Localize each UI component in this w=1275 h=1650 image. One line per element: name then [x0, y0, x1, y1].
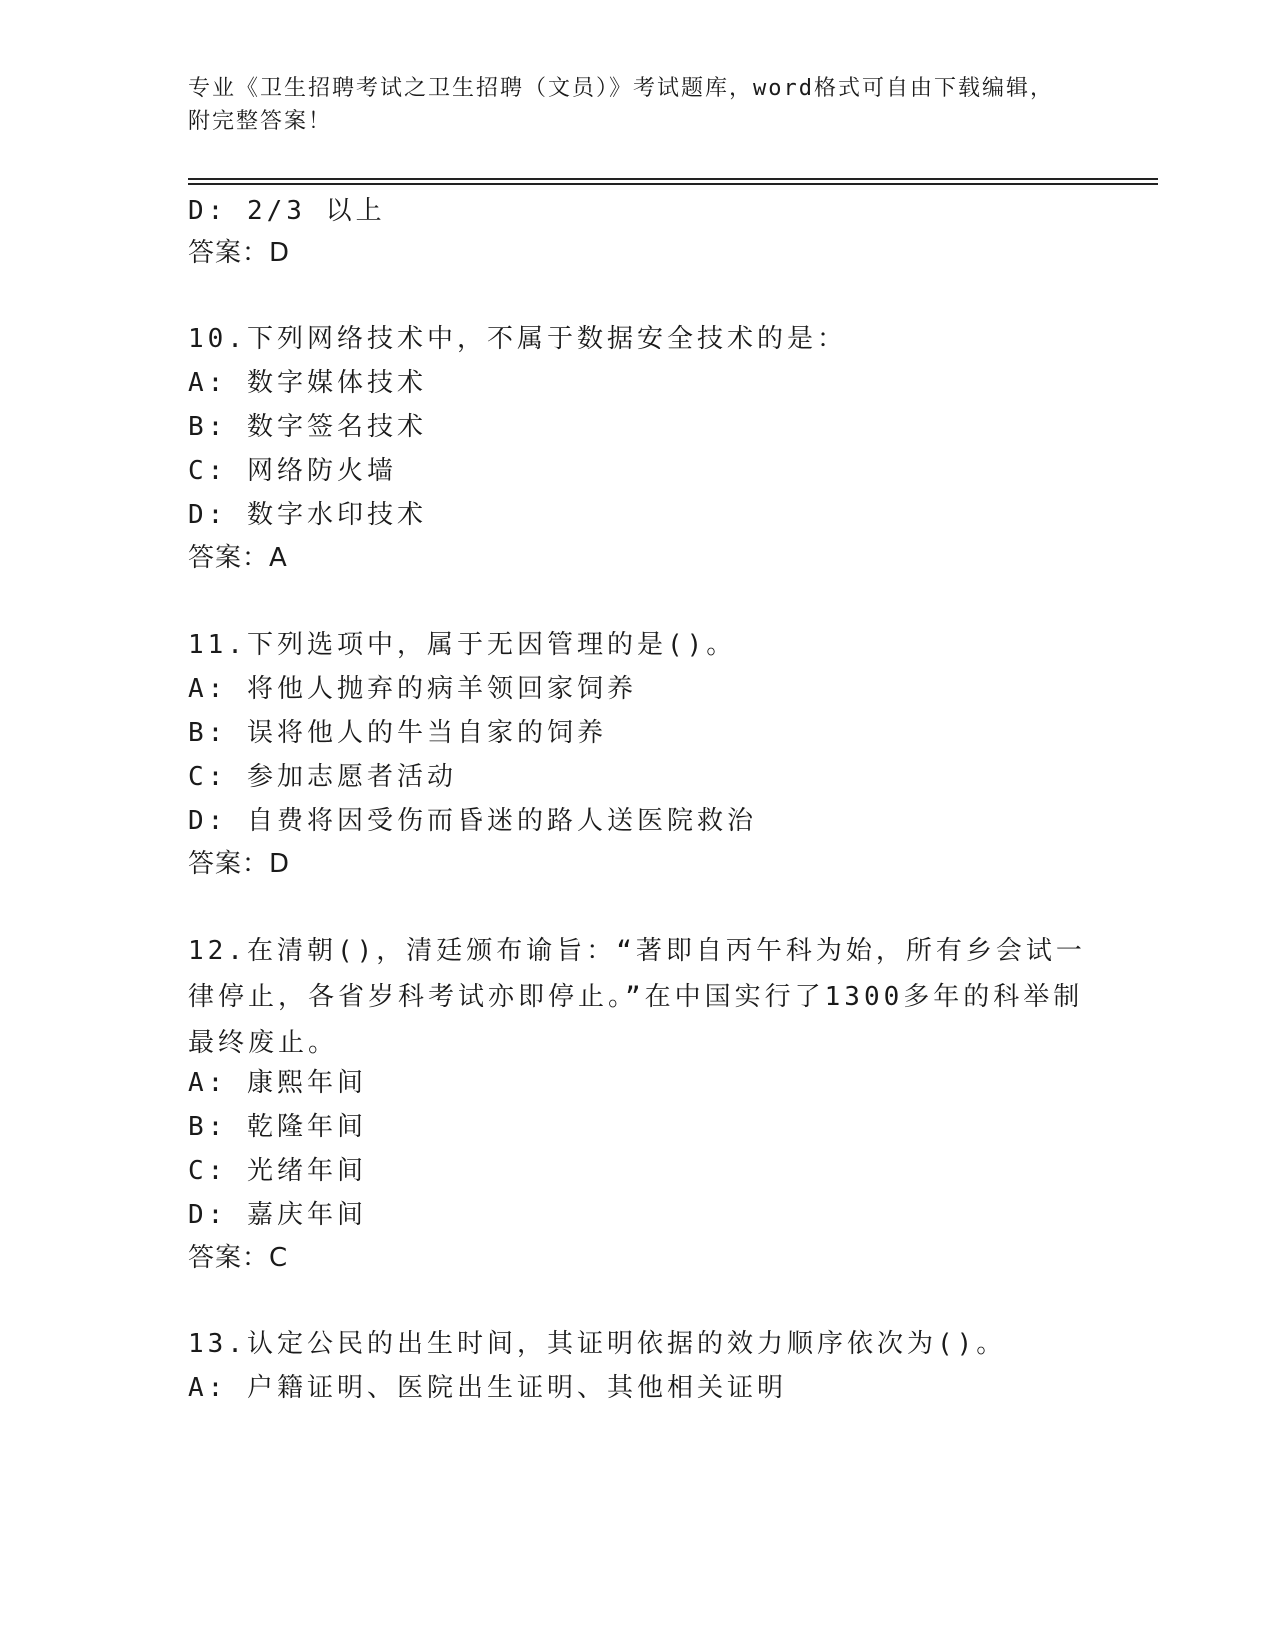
q12-option-a: A: 康熙年间 [188, 1068, 367, 1098]
q10-stem: 10.下列网络技术中，不属于数据安全技术的是： [188, 324, 847, 354]
prev-option-d: D: 2/3 以上 [188, 196, 386, 226]
q10-answer: 答案：A [188, 543, 288, 573]
header-rule-top [188, 178, 1158, 180]
q11-option-a: A: 将他人抛弃的病羊领回家饲养 [188, 674, 637, 704]
prev-answer: 答案：D [188, 238, 291, 268]
q12-option-d: D: 嘉庆年间 [188, 1200, 367, 1230]
document-header: 专业《卫生招聘考试之卫生招聘（文员）》考试题库，word格式可自由下载编辑，附完整答案！ [188, 76, 1054, 134]
q12-option-c: C: 光绪年间 [188, 1156, 367, 1186]
q11-option-d: D: 自费将因受伤而昏迷的路人送医院救治 [188, 806, 757, 836]
q11-option-b: B: 误将他人的牛当自家的饲养 [188, 718, 607, 748]
q11-answer: 答案：D [188, 849, 291, 879]
q11-option-c: C: 参加志愿者活动 [188, 762, 457, 792]
q13-stem: 13.认定公民的出生时间，其证明依据的效力顺序依次为()。 [188, 1329, 1007, 1359]
q10-option-d: D: 数字水印技术 [188, 500, 427, 530]
q12-stem: 12.在清朝()，清廷颁布谕旨：“著即自丙午科为始，所有乡会试一律停止，各省岁科考试亦即停止。”在中国实行了1300多年的科举制最终废止。 [188, 936, 1086, 1058]
q10-option-c: C: 网络防火墙 [188, 456, 397, 486]
header-rule-bottom [188, 183, 1158, 185]
q10-option-a: A: 数字媒体技术 [188, 368, 427, 398]
q13-option-a: A: 户籍证明、医院出生证明、其他相关证明 [188, 1373, 787, 1403]
q10-option-b: B: 数字签名技术 [188, 412, 427, 442]
q11-stem: 11.下列选项中，属于无因管理的是()。 [188, 630, 737, 660]
q12-option-b: B: 乾隆年间 [188, 1112, 367, 1142]
q12-answer: 答案：C [188, 1243, 289, 1273]
